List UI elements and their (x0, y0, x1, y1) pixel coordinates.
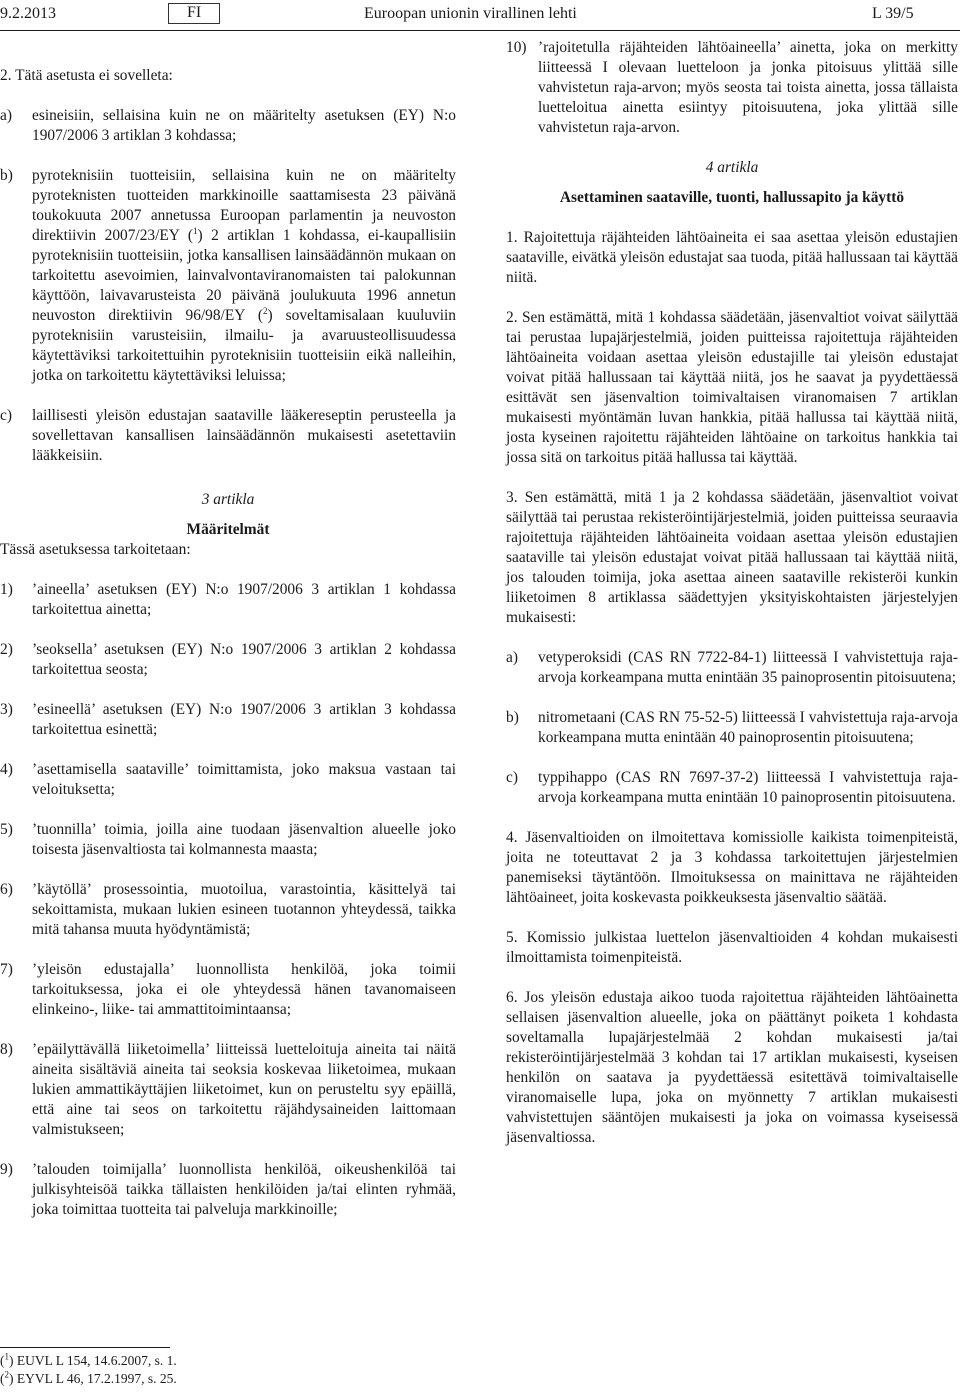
left-column (0, 38, 456, 1220)
article-4-paragraph-4: 4. Jäsenvaltioiden on ilmoitettava komissiolle kaikista toimenpiteistä, joita ne toteuttavat 2 ja 3 kohdassa tarkoitettujen järjestelmien panemiseksi täytäntöön. Ilmoituksessa on mainittava ne räjähteiden lähtöaineet, joita koskevasta poikkeuksesta jäsenvaltio säätää. (506, 829, 958, 906)
definition-item (0, 960, 456, 1020)
item-text: nitrometaani (CAS RN 75-52-5) liitteessä I vahvistettuja raja-arvoja korkeampana mutta enintään 40 painoprosentin pitoisuutena; (538, 709, 958, 746)
item-label: b) (0, 167, 13, 184)
item-label: c) (0, 407, 12, 424)
definition-item (0, 580, 456, 620)
definition-item (0, 880, 456, 940)
footnote-2: ($^2$) EYVL L 46, 17.2.1997, s. 25. (0, 1369, 177, 1386)
article-4-paragraph-1: 1. Rajoitettuja räjähteiden lähtöaineita ei saa asettaa yleisön edustajien saataville, eivätkä yleisön edustajat saa tuoda, pitää hallussaan tai käyttää niitä. (506, 229, 958, 286)
definition-item (0, 760, 456, 800)
language-box (168, 3, 220, 24)
item-label: 2) (0, 641, 13, 658)
footnote-1: ($^1$) EUVL L 154, 14.6.2007, s. 1. (0, 1351, 177, 1368)
item-label: 10) (506, 39, 527, 56)
article-4-paragraph-2: 2. Sen estämättä, mitä 1 kohdassa säädetään, jäsenvaltiot voivat säilyttää tai perustaa lupajärjestelmiä, joiden puitteissa rajoitettuja räjähteiden lähtöaineita voidaan asettaa yleisön edustajille tai yleisön edustajat voivat pitää hallussaan tai käyttää niitä, jos he saavat ja pyydettäessä esittävät sen jäsenvaltion toimivaltaisen viranomaisen 7 artiklan mukaisesti myöntämän luvan hankkia, pitää hallussa tai käyttää niitä, josta kyseinen rajoitettu räjähteiden lähtöaine on tarkoitus hankkia tai jossa sitä on tarkoitus pitää hallussa tai käyttää. (506, 309, 958, 466)
footnote-rule (0, 1347, 170, 1348)
item-label: b) (506, 709, 519, 726)
item-text: ’talouden toimijalla’ luonnollista henkilöä, oikeushenkilöä tai julkisyhteisöä taikka tällaisten henkilöiden ja/tai elinten ryhmää, joka toimittaa tuotteita tai palveluja markkinoille; (32, 1161, 456, 1218)
item-label: 5) (0, 821, 13, 838)
page-reference: L 39/5 (872, 5, 914, 22)
article-3-title: Määritelmät (186, 521, 270, 538)
item-label: 3) (0, 701, 13, 718)
item-label: 4) (0, 761, 13, 778)
footnote-number: 1 (4, 1351, 9, 1362)
footnote-ref-1[interactable]: 1 (192, 225, 198, 236)
article-3-intro: Tässä asetuksessa tarkoitetaan: (0, 541, 191, 558)
substance-item (506, 768, 958, 808)
substances-list (506, 648, 958, 808)
substance-item (506, 648, 958, 688)
journal-title: Euroopan unionin virallinen lehti (364, 5, 577, 22)
language-code: FI (168, 3, 220, 24)
item-text: ’käytöllä’ prosessointia, muotoilua, varastointia, käsittelyä tai sekoittamista, mukaan lukien esineen tuotannon yhteydessä, taikka mitä tahansa muuta hyödyntämistä; (32, 881, 456, 938)
article-4-paragraph-3: 3. Sen estämättä, mitä 1 ja 2 kohdassa säädetään, jäsenvaltiot voivat säilyttää tai perustaa rekisteröintijärjestelmiä, joiden puitteissa seuraavia rajoitettuja räjähteiden lähtöaineita voidaan asettaa yleisön edustajien saataville tai yleisön edustajat voivat pitää hallussaan tai käyttää niitä, jos talouden toimija, joka asettaa aineen saataville rekisteröi kunkin liiketoimen 8 artiklassa säädettyjen yksityiskohtaisten järjestelyjen mukaisesti: (506, 489, 958, 626)
article-4-number: 4 artikla (705, 159, 759, 176)
footnote-number: 2 (4, 1369, 9, 1380)
item-label: 9) (0, 1161, 13, 1178)
definition-item (0, 700, 456, 740)
item-text: ’esineellä’ asetuksen (EY) N:o 1907/2006 3 artiklan 3 kohdassa tarkoitettua esinettä; (32, 701, 456, 738)
item-text: vetyperoksidi (CAS RN 7722-84-1) liitteessä I vahvistettuja raja-arvoja korkeampana mutta enintään 35 painoprosentin pitoisuutena; (538, 649, 958, 686)
item-label: 7) (0, 961, 13, 978)
right-column (506, 38, 958, 1148)
item-text: ’epäilyttävällä liiketoimella’ liitteissä luetteloituja aineita tai näitä aineita sisältäviä aineita tai seoksia koskevaa liiketoimea, mukaan lukien ammattikäyttäjien liiketoimet, kun on perusteltu syy epäillä, että aine tai seos on tarkoitettu räjähdysaineiden laittomaan valmistukseen; (32, 1041, 456, 1138)
item-label: 8) (0, 1041, 13, 1058)
article-4-title: Asettaminen saataville, tuonti, hallussapito ja käyttö (559, 189, 905, 206)
substance-item (506, 708, 958, 748)
article-4-paragraph-6: 6. Jos yleisön edustaja aikoo tuoda rajoitettua räjähteiden lähtöainetta sellaisen jäsenvaltion alueelle, joka on päättänyt poiketa 1 kohdasta soveltamalla lupajärjestelmää 2 kohdan mukaisesti ja/tai rekisteröintijärjestelmää 3 kohdan tai 17 artiklan mukaisesti, kyseisen henkilön on saatava ja pyydettäessä esitettävä toimivaltaiselle viranomaiselle lupa, joka on myönnetty 7 artiklan mukaisesti vahvistettujen sääntöjen mukaisesti ja joka on voimassa kyseisessä jäsenvaltiossa. (506, 989, 958, 1146)
paragraph-2-intro: 2. Tätä asetusta ei sovelleta: (0, 67, 173, 84)
item-text: ’aineella’ asetuksen (EY) N:o 1907/2006 3 artiklan 1 kohdassa tarkoitettua ainetta; (32, 581, 456, 618)
footnote-ref-2[interactable]: 2 (262, 305, 268, 316)
item-text: esineisiin, sellaisina kuin ne on määritelty asetuksen (EY) N:o 1907/2006 3 artiklan 3 kohdassa; (32, 107, 456, 144)
item-text: ’seoksella’ asetuksen (EY) N:o 1907/2006 3 artiklan 2 kohdassa tarkoitettua seosta; (32, 641, 456, 678)
item-text: ’rajoitetulla räjähteiden lähtöaineella’ ainetta, joka on merkitty liitteessä I olevaan luetteloon ja jonka pitoisuus ylittää sille vahvistetun raja-arvon; myös seosta tai toista ainetta, jossa tällaista luetteloitua ainetta esiintyy pitoisuutena, joka ylittää sille vahvistetun raja-arvon. (538, 39, 958, 136)
article-3-number: 3 artikla (201, 491, 255, 508)
item-label: 6) (0, 881, 13, 898)
exclusion-b (0, 166, 456, 386)
header-rule (0, 30, 960, 31)
definitions-list (0, 580, 456, 1220)
item-label: a) (0, 107, 12, 124)
article-4-paragraph-5: 5. Komissio julkistaa luettelon jäsenvaltioiden 4 kohdan mukaisesti ilmoittamista toimenpiteistä. (506, 929, 958, 966)
page-header (0, 0, 960, 30)
item-label: a) (506, 649, 518, 666)
footnote-text: EYVL L 46, 17.2.1997, s. 25. (16, 1371, 177, 1386)
footnote-text: EUVL L 154, 14.6.2007, s. 1. (16, 1353, 177, 1368)
definition-item (0, 820, 456, 860)
definition-item (0, 640, 456, 680)
item-text: pyroteknisiin tuotteisiin, sellaisina kuin ne on määritelty pyroteknisten tuotteiden markkinoille saattamisesta 23 päivänä toukokuuta 2007 annetussa Euroopan parlamentin ja neuvoston direktiivin 2007/23/EY ($^1$) 2 artiklan 1 kohdassa, ei-kaupallisiin pyroteknisiin tuotteisiin, jotka kansallisen lainsäädännön mukaan on tarkoitettu asevoimien, lainvalvontaviranomaisten tai palokunnan käyttöön, laivavarusteista 20 päivänä joulukuuta 1996 annetun neuvoston direktiivin 96/98/EY ($^2$) soveltamisalaan kuuluviin pyroteknisiin varusteisiin, ilmailu- ja avaruusteollisuudessa käytettäviksi tarkoitettuihin pyroteknisiin tuotteisiin eikä nalleihin, jotka on tarkoitettu käytettäviksi leluissa; (32, 167, 456, 384)
item-text: typpihappo (CAS RN 7697-37-2) liitteessä I vahvistettuja raja-arvoja korkeampana mutta enintään 10 painoprosentin pitoisuutena. (538, 769, 958, 806)
item-label: 1) (0, 581, 13, 598)
exclusion-a (0, 106, 456, 146)
item-text: laillisesti yleisön edustajan saataville lääkereseptin perusteella ja sovellettavan kansallisen lainsäädännön mukaisesti asetettaviin lääkkeisiin. (32, 407, 456, 464)
publication-date: 9.2.2013 (0, 5, 56, 22)
item-text: ’asettamisella saataville’ toimittamista, joko maksua vastaan tai veloituksetta; (32, 761, 456, 798)
item-text: ’yleisön edustajalla’ luonnollista henkilöä, joka toimii tarkoituksessa, joka ei ole yhteydessä hänen tavanomaiseen elinkeino-, liike- tai ammattitoimintaansa; (32, 961, 456, 1018)
item-label: c) (506, 769, 518, 786)
definition-item (0, 1160, 456, 1220)
item-text: ’tuonnilla’ toimia, joilla aine tuodaan jäsenvaltion alueelle joko toisesta jäsenvaltiosta tai kolmannesta maasta; (32, 821, 456, 858)
definition-10 (506, 38, 958, 138)
definition-item (0, 1040, 456, 1140)
exclusion-c (0, 406, 456, 466)
